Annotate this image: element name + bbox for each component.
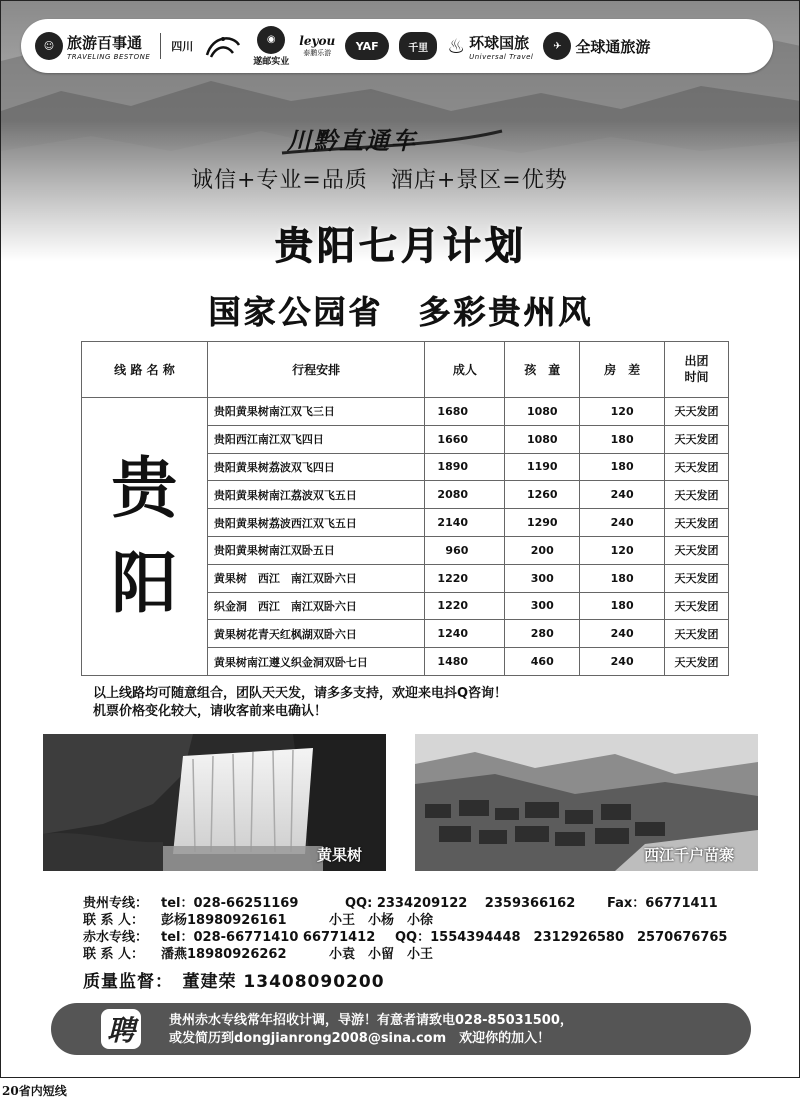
sponsor-qianli[interactable]: 千里	[399, 32, 437, 60]
room-diff: 180	[580, 592, 665, 620]
wave-logo-icon: ♨	[447, 34, 466, 58]
page-footer: 20省内短线	[2, 1084, 67, 1098]
subtitle: 国家公园省 多彩贵州风	[208, 293, 594, 331]
village-photo	[415, 734, 758, 871]
village-caption: 西江千户苗寨	[643, 846, 734, 864]
child-price: 1190	[505, 453, 580, 481]
header-adult: 成人	[425, 342, 505, 398]
swirl-logo-icon	[203, 31, 243, 61]
departure-cell: 天天发团	[665, 648, 729, 676]
departure-cell: 天天发团	[665, 453, 729, 481]
departure-cell: 天天发团	[665, 398, 729, 426]
departure-cell: 天天发团	[665, 592, 729, 620]
recruit-text: 贵州赤水专线常年招收计调，导游！有意者请致电028-85031500， 或发简历到dongjianrong2008@sina.com 欢迎你的加入！	[169, 1013, 573, 1046]
route-cell: 贵阳黄果树南江双飞三日	[207, 398, 425, 426]
brand-name: 川黔直通车	[287, 127, 417, 155]
header-room: 房 差	[580, 342, 665, 398]
header-departure: 出团 时间	[665, 342, 729, 398]
departure-cell: 天天发团	[665, 425, 729, 453]
adult-price: 1660	[425, 425, 505, 453]
adult-price: 1680	[425, 398, 505, 426]
room-diff: 180	[580, 564, 665, 592]
child-price: 460	[505, 648, 580, 676]
adult-price: 2140	[425, 509, 505, 537]
adult-price: 1220	[425, 592, 505, 620]
divider	[160, 33, 161, 59]
child-price: 280	[505, 620, 580, 648]
departure-cell: 天天发团	[665, 481, 729, 509]
contact1-name[interactable]: 彭杨18980926161	[161, 913, 287, 928]
child-price: 200	[505, 536, 580, 564]
room-diff: 240	[580, 648, 665, 676]
room-diff: 120	[580, 536, 665, 564]
child-price: 1080	[505, 425, 580, 453]
adult-price: 1220	[425, 564, 505, 592]
route-cell: 贵阳黄果树荔波西江双飞五日	[207, 509, 425, 537]
header-route: 行程安排	[207, 342, 425, 398]
route-cell: 贵阳西江南江双飞四日	[207, 425, 425, 453]
guizhou-tel[interactable]: tel：028-66251169	[161, 896, 299, 911]
header-city: 线 路 名 称	[82, 342, 208, 398]
recruit-email[interactable]: 或发简历到dongjianrong2008@sina.com 欢迎你的加入！	[169, 1031, 551, 1046]
route-cell: 贵阳黄果树荔波双飞四日	[207, 453, 425, 481]
route-cell: 黄果树花青天红枫湖双卧六日	[207, 620, 425, 648]
adult-price: 960	[425, 536, 505, 564]
adult-price: 1890	[425, 453, 505, 481]
sponsor-quanqiutong[interactable]: ✈ 全球通旅游	[543, 32, 650, 60]
chishui-tel[interactable]: tel：028-66771410 66771412	[161, 930, 376, 945]
chishui-qq[interactable]: QQ：1554394448 2312926580 2570676765	[395, 930, 728, 945]
room-diff: 180	[580, 453, 665, 481]
brand-logo	[277, 117, 507, 157]
header-child: 孩 童	[505, 342, 580, 398]
child-price: 1290	[505, 509, 580, 537]
plane-globe-icon: ✈	[543, 32, 571, 60]
child-price: 1080	[505, 398, 580, 426]
table-row	[82, 398, 729, 426]
adult-price: 2080	[425, 481, 505, 509]
quality-supervisor: 质量监督： 董建荣 13408090200	[83, 972, 385, 992]
sponsor-swirl-logo[interactable]	[203, 31, 243, 61]
routes-table	[81, 341, 729, 676]
swirl-badge-icon: ◉	[257, 26, 285, 54]
departure-cell: 天天发团	[665, 509, 729, 537]
room-diff: 240	[580, 620, 665, 648]
waterfall-photo	[43, 734, 386, 871]
plan-title: 贵阳七月计划	[274, 224, 527, 268]
sponsor-suiyou[interactable]: ◉ 遂邮实业	[253, 26, 289, 67]
room-diff: 180	[580, 425, 665, 453]
waterfall-caption: 黄果树	[316, 846, 362, 864]
recruit-banner	[51, 1003, 751, 1055]
departure-cell: 天天发团	[665, 620, 729, 648]
child-price: 1260	[505, 481, 580, 509]
route-cell: 黄果树 西江 南江双卧六日	[207, 564, 425, 592]
route-notes: 以上线路均可随意组合，团队天天发，请多多支持，欢迎来电抖Q咨询！ 机票价格变化较大，请收客前来电确认！	[93, 686, 508, 719]
guizhou-qq[interactable]: QQ: 2334209122 2359366162	[345, 896, 576, 911]
page-frame: ☺ 旅游百事通 TRAVELING BESTONE 四川 ◉ 遂邮实业 leyou 泰鹏乐游 YAF 千里 ♨ 环球国旅 Universal Travel ✈ 全球通旅游 川黔直通车 诚信+专业=品质 酒店+景区=优势 贵阳七月计划 国家公园省 多彩贵州风 线 路 名 称 行程安排 成人 孩 童 房 差 出团 时间 贵 阳 贵阳黄果树南江双飞三日 1680 1080 120 天天发团 贵阳西江南江双飞四日 1660 1080 180 天天发团 贵阳黄果树荔波双飞四日 1890 1190 180 天天发团 贵阳黄果树南江荔波双飞五日 2080 1260 240 天天发团 贵阳黄果树荔波西江双飞五日 2140 1290 240 天天发团 贵阳黄果树南江双卧五日 960 200 120 天天发团 黄果树 西江 南江双卧六日 1220 300 180 天天发团 织金洞 西江 南江双卧六日 1220 300 180 天天发团 黄果树花青天红枫湖双卧六日 1240 280 240 天天发团 黄果树南江遵义织金洞双卧七日 1480 460 240 天天发团 以上线路均可随意组合，团队天天发，请多多支持，欢迎来电抖Q咨询！ 机票价格变化较大，请收客前来电确认！ 黄果树 西江千户苗寨 贵州专线： tel：028-66251169 QQ: 2334209122 2359366162 Fax：66771411 联 系 人： 彭杨18980926161 小王 小杨 小徐 赤水专线： tel：028-66771410 66771412 QQ：1554394448 2312926580 2570676765 联 系 人： 潘燕18980926262 小袁 小留 小王 质量监督： 董建荣 13408090200 聘 贵州赤水专线常年招收计调，导游！有意者请致电028-85031500， 或发简历到dongjianrong2008@sina.com 欢迎你的加入！	[0, 0, 800, 1078]
room-diff: 120	[580, 398, 665, 426]
departure-cell: 天天发团	[665, 536, 729, 564]
sponsor-huanqiu[interactable]: ♨ 环球国旅 Universal Travel	[447, 33, 534, 61]
sponsor-baishitong[interactable]: ☺ 旅游百事通 TRAVELING BESTONE	[35, 32, 150, 61]
recruit-emblem-icon: 聘	[101, 1009, 141, 1049]
child-price: 300	[505, 564, 580, 592]
route-cell: 黄果树南江遵义织金洞双卧七日	[207, 648, 425, 676]
route-cell: 贵阳黄果树南江双卧五日	[207, 536, 425, 564]
departure-cell: 天天发团	[665, 564, 729, 592]
table-header-row	[82, 342, 729, 398]
sponsor-sichuan[interactable]: 四川	[171, 40, 194, 53]
route-cell: 贵阳黄果树南江荔波双飞五日	[207, 481, 425, 509]
sponsor-bar	[21, 19, 773, 73]
globe-mascot-icon: ☺	[35, 32, 63, 60]
adult-price: 1240	[425, 620, 505, 648]
adult-price: 1480	[425, 648, 505, 676]
room-diff: 240	[580, 481, 665, 509]
sponsor-leyou[interactable]: leyou 泰鹏乐游	[299, 34, 336, 57]
child-price: 300	[505, 592, 580, 620]
slogan: 诚信+专业=品质 酒店+景区=优势	[191, 168, 568, 193]
city-cell: 贵 阳	[82, 398, 208, 676]
contact2-name[interactable]: 潘燕18980926262	[161, 947, 287, 962]
route-cell: 织金洞 西江 南江双卧六日	[207, 592, 425, 620]
guizhou-fax[interactable]: Fax：66771411	[607, 896, 718, 911]
sponsor-yaf[interactable]: YAF	[345, 32, 389, 60]
room-diff: 240	[580, 509, 665, 537]
